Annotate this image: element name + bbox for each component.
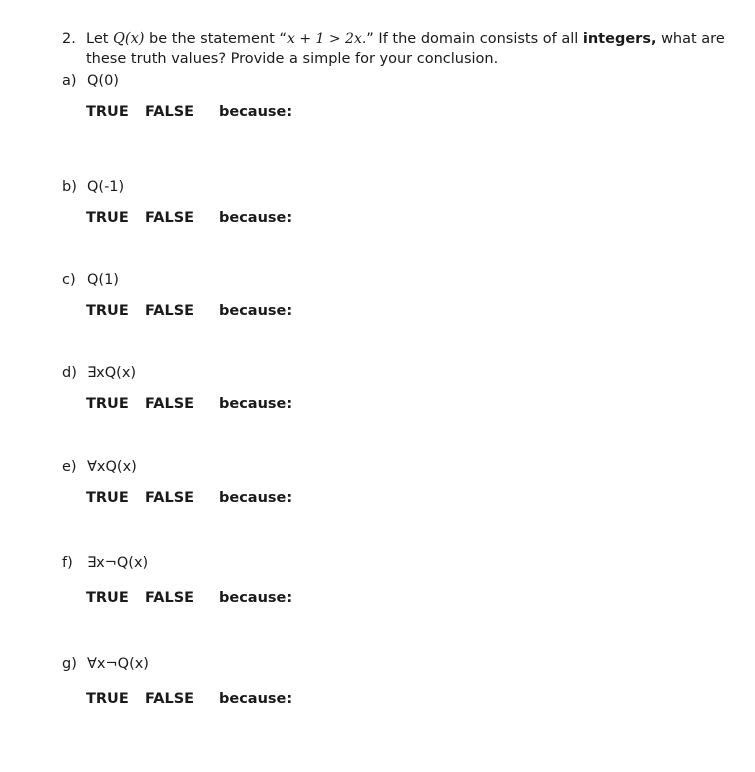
part-label-g (62, 655, 149, 673)
domain-text: ” If the domain consists of all (366, 31, 579, 47)
question-line-2: these truth values? Provide a simple for your conclusion. (86, 51, 499, 67)
true-option[interactable]: TRUE (86, 691, 129, 707)
question-number: 2. (62, 31, 76, 47)
because-label: because: (219, 396, 293, 412)
true-option[interactable]: TRUE (86, 490, 129, 506)
part-label-d (62, 364, 136, 382)
part-label-a (62, 72, 119, 90)
because-label: because: (219, 104, 293, 120)
because-label: because: (219, 490, 293, 506)
true-option[interactable]: TRUE (86, 210, 129, 226)
part-expression: ∃x¬Q(x) (87, 555, 149, 571)
false-option[interactable]: FALSE (145, 210, 195, 226)
part-letter: d) (62, 365, 77, 381)
false-option[interactable]: FALSE (145, 490, 195, 506)
part-letter: g) (62, 656, 77, 672)
because-label: because: (219, 691, 293, 707)
part-expression: ∀xQ(x) (87, 459, 137, 475)
let-word: Let (86, 31, 109, 47)
true-option[interactable]: TRUE (86, 303, 129, 319)
question-line-1 (62, 29, 742, 49)
because-label: because: (219, 590, 293, 606)
false-option[interactable]: FALSE (145, 590, 195, 606)
part-expression: ∃xQ(x) (87, 365, 137, 381)
false-option[interactable]: FALSE (145, 691, 195, 707)
question-prompt (62, 29, 742, 69)
because-label: because: (219, 210, 293, 226)
true-option[interactable]: TRUE (86, 104, 129, 120)
part-label-f (62, 554, 148, 572)
part-letter: f) (62, 555, 73, 571)
part-letter: a) (62, 73, 77, 89)
because-label: because: (219, 303, 293, 319)
part-expression: Q(1) (87, 272, 119, 288)
statement-formula: x + 1 > 2x. (286, 31, 367, 47)
line1-tail: what are (661, 31, 725, 47)
part-letter: b) (62, 179, 77, 195)
predicate-name: Q(x) (113, 31, 145, 47)
part-label-c (62, 271, 119, 289)
true-option[interactable]: TRUE (86, 396, 129, 412)
statement-intro: be the statement “ (149, 31, 287, 47)
part-expression: Q(0) (87, 73, 119, 89)
true-option[interactable]: TRUE (86, 590, 129, 606)
false-option[interactable]: FALSE (145, 396, 195, 412)
part-label-b (62, 178, 124, 196)
domain-word: integers, (582, 31, 657, 47)
part-expression: Q(-1) (87, 179, 125, 195)
part-letter: e) (62, 459, 77, 475)
part-label-e (62, 458, 137, 476)
false-option[interactable]: FALSE (145, 104, 195, 120)
part-expression: ∀x¬Q(x) (87, 656, 149, 672)
part-letter: c) (62, 272, 76, 288)
false-option[interactable]: FALSE (145, 303, 195, 319)
